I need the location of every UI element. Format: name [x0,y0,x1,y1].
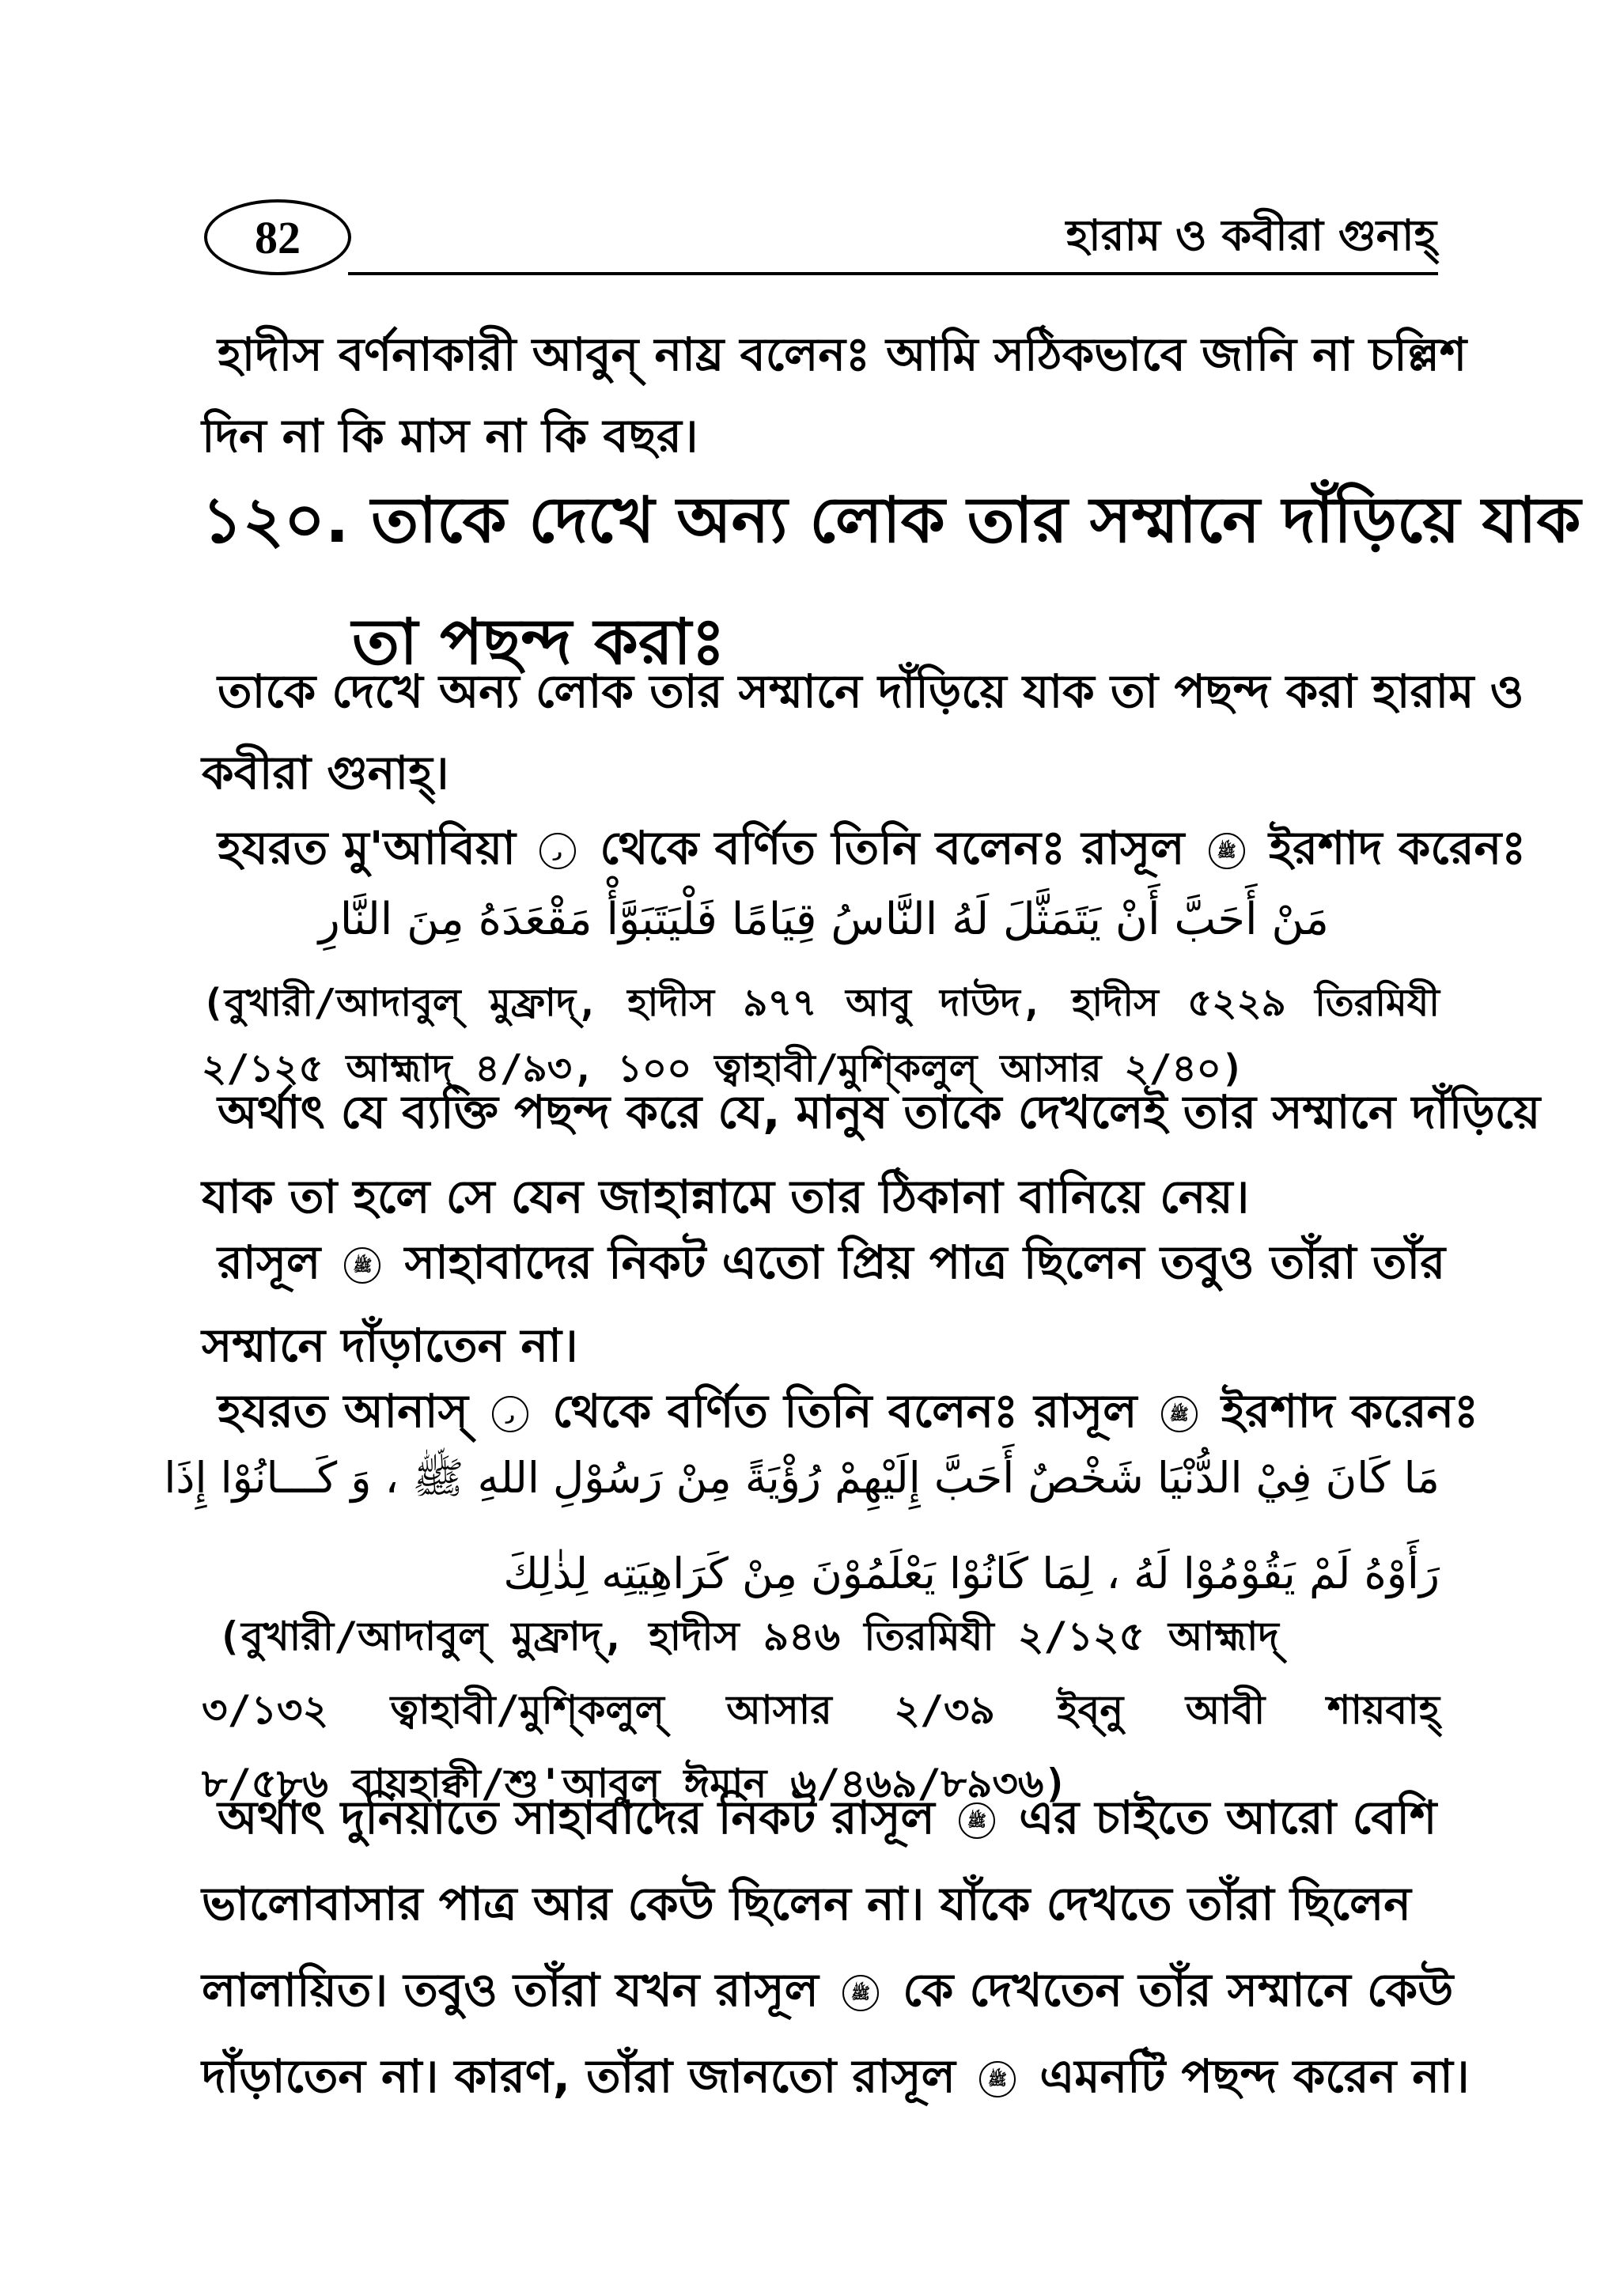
narration-text: থেকে বর্ণিত তিনি বলেনঃ রাসূল [600,821,1185,875]
salallahu-ligature-icon: ﷺ [842,1975,879,2011]
paragraph-2 [202,656,1524,815]
salallahu-ligature-icon: ﷺ [1209,833,1245,869]
paragraph-text: রাসূল [218,1235,321,1289]
reference-line: (বুখারী/আদাবুল্ মুফ্রাদ্, হাদীস ৯৪৬ তিরমিযী ২/১২৫ আহ্মাদ্ [218,1613,1279,1659]
reference-line: ৩/১৩২ ত্বাহাবী/মুশ্কিলুল্ আসার ২/৩৯ ইব্নু আবী শায়বাহ্ [202,1687,1440,1733]
paragraph-5 [202,1783,1470,2118]
heading-line: তা পছন্দ করাঃ [352,605,725,679]
paragraph-line: ভালোবাসার পাত্র আর কেউ ছিলেন না। যাঁকে দেখতে তাঁরা ছিলেন [202,1877,1411,1931]
narration-text: ইরশাদ করেনঃ [1268,821,1527,875]
reference-line: (বুখারী/আদাবুল্ মুফ্রাদ্, হাদীস ৯৭৭ আবু দাউদ, হাদীস ৫২২৯ তিরমিযী [202,981,1440,1025]
narration-text: ইরশাদ করেনঃ [1221,1384,1479,1438]
paragraph-line: হাদীস বর্ণনাকারী আবুন্ নায্র বলেনঃ আমি সঠিকভাবে জানি না চল্লিশ [218,327,1467,381]
salallahu-ligature-icon: ﷺ [1161,1396,1198,1432]
paragraph-line [202,2041,1470,2118]
paragraph-line [202,1227,1446,1304]
paragraph-4 [202,1227,1446,1387]
paragraph-text: এর চাইতে আরো বেশি [1019,1791,1437,1844]
heading-line: ১২০. তাকে দেখে অন্য লোক তার সম্মানে দাঁড়িয়ে যাক [202,483,1581,557]
paragraph-line: তাকে দেখে অন্য লোক তার সম্মানে দাঁড়িয়ে যাক তা পছন্দ করা হারাম ও [218,664,1524,718]
salallahu-ligature-icon: ﷺ [979,2061,1016,2097]
arabic-hadith-2 [164,1452,1440,1598]
running-title: হারাম ও কবীরা গুনাহ্ [1065,210,1436,260]
paragraph-line: দিন না কি মাস না কি বছর। [202,409,698,463]
narrator-text: হযরত আনাস্ [218,1384,468,1438]
paragraph-text: কে দেখতেন তাঁর সম্মানে কেউ [903,1963,1454,2017]
paragraph-text: এমনটি পছন্দ করেন না। [1039,2049,1470,2103]
paragraph-line: সম্মানে দাঁড়াতেন না। [202,1318,578,1372]
radiyallahu-ligature-icon: ر [539,833,576,869]
paragraph-line: অর্থাৎ যে ব্যক্তি পছন্দ করে যে, মানুষ তাকে দেখলেই তার সম্মানে দাঁড়িয়ে [218,1085,1541,1139]
narration-text: থেকে বর্ণিত তিনি বলেনঃ রাসূল [552,1384,1137,1438]
paragraph-3 [202,1077,1541,1239]
paragraph-line: কবীরা গুনাহ্। [202,746,449,800]
page-number: 82 [204,199,351,275]
reference-line: ২/১২৫ আহ্মাদ্ ৪/৯৩, ১০০ ত্বাহাবী/মুশ্কিলুল্ আসার ২/৪০) [202,1046,1244,1091]
paragraph-line [202,1955,1454,2032]
narration-1 [202,813,1527,890]
arabic-hadith-1: مَنْ أَحَبَّ أَنْ يَتَمَثَّلَ لَهُ النَّاسُ قِيَامًا فَلْيَتَبَوَّأْ مَقْعَدَهُ مِنَ النَّارِ [318,894,1329,945]
paragraph-text: সাহাবাদের নিকট এতো প্রিয় পাত্র ছিলেন তবুও তাঁরা তাঁর [404,1235,1446,1289]
salallahu-ligature-icon: ﷺ [344,1247,380,1284]
paragraph-line [202,1783,1440,1859]
narrator-text: হযরত মু'আবিয়া [218,821,516,875]
salallahu-ligature-icon: ﷺ [959,1802,995,1839]
radiyallahu-ligature-icon: ر [492,1396,528,1432]
narration-2 [202,1376,1479,1453]
paragraph-text: দাঁড়াতেন না। কারণ, তাঁরা জানতো রাসূল [202,2049,956,2103]
paragraph-1 [202,320,1467,478]
arabic-line: رَأَوْهُ لَمْ يَقُوْمُوْا لَهُ ، لِمَا كَانُوْا يَعْلَمُوْنَ مِنْ كَرَاهِيَتِه لِذٰلِكَ [503,1549,1440,1598]
arabic-line: مَا كَانَ فِيْ الدُّنْيَا شَخْصٌ أَحَبَّ إِلَيْهِمْ رُؤْيَةً مِنْ رَسُوْلِ اللهِ ﷺ ، وَ كَـــانُوْا إِذَا [164,1453,1440,1503]
paragraph-text: অর্থাৎ দুনিয়াতে সাহাবাদের নিকট রাসূল [218,1791,935,1844]
reference-line: ৮/৫৮৬ বায়হাক্বী/শু'আবুল্ ঈমান ৬/৪৬৯/৮৯৩৬) [202,1761,1068,1806]
paragraph-line: যাক তা হলে সে যেন জাহান্নামে তার ঠিকানা বানিয়ে নেয়। [202,1170,1250,1224]
paragraph-text: লালায়িত। তবুও তাঁরা যখন রাসূল [202,1963,819,2017]
